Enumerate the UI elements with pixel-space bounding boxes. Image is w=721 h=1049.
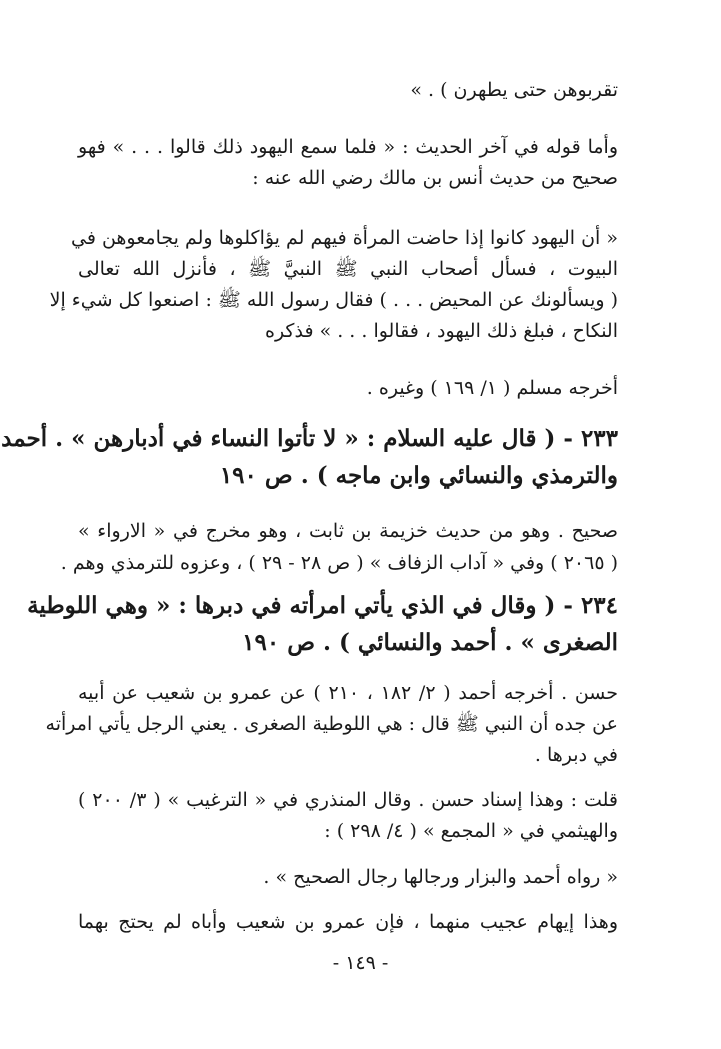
hadith-quote-line: البيوت ، فسأل أصحاب النبي ﷺ النبيَّ ﷺ ، فأنزل الله تعالى — [78, 258, 618, 280]
hadith-heading-233: والترمذي والنسائي وابن ماجه ) . ص ١٩٠ — [219, 462, 618, 489]
commentary-line: قلت : وهذا إسناد حسن . وقال المنذري في « الترغيب » ( ٣/ ٢٠٠ ) — [78, 789, 618, 811]
commentary-line: ( ٢٠٦٥ ) وفي « آداب الزفاف » ( ص ٢٨ - ٢٩ ) ، وعزوه للترمذي وهم . — [60, 552, 618, 574]
text-line: وأما قوله في آخر الحديث : « فلما سمع اليهود ذلك قالوا . . . » فهو — [78, 136, 618, 158]
commentary-line: وهذا إيهام عجيب منهما ، فإن عمرو بن شعيب وأباه لم يحتج بهما — [78, 911, 618, 933]
hadith-heading-233: ٢٣٣ - ( قال عليه السلام : « لا تأتوا النساء في أدبارهن » . أحمد — [1, 425, 618, 452]
text-line: تقربوهن حتى يطهرن ) . » — [410, 79, 618, 101]
commentary-line: صحيح . وهو من حديث خزيمة بن ثابت ، وهو مخرج في « الارواء » — [78, 520, 618, 542]
hadith-heading-234: ٢٣٤ - ( وقال في الذي يأتي امرأته في دبرها : « وهي اللوطية — [27, 592, 618, 619]
hadith-quote-line: ( ويسألونك عن المحيض . . . ) فقال رسول الله ﷺ : اصنعوا كل شيء إلا — [49, 289, 618, 311]
source-citation: أخرجه مسلم ( ١/ ١٦٩ ) وغيره . — [366, 377, 618, 399]
commentary-line: والهيثمي في « المجمع » ( ٤/ ٢٩٨ ) : — [324, 820, 618, 842]
hadith-quote-line: النكاح ، فبلغ ذلك اليهود ، فقالوا . . . » فذكره — [264, 320, 618, 342]
hadith-quote-line: « أن اليهود كانوا إذا حاضت المرأة فيهم لم يؤاكلوها ولم يجامعوهن في — [70, 227, 618, 249]
commentary-line: عن جده أن النبي ﷺ قال : هي اللوطية الصغرى . يعني الرجل يأتي امرأته — [45, 713, 618, 735]
page-number: - ١٤٩ - — [332, 952, 389, 974]
hadith-heading-234: الصغرى » . أحمد والنسائي ) . ص ١٩٠ — [242, 629, 618, 656]
quoted-remark: « رواه أحمد والبزار ورجالها رجال الصحيح » . — [263, 866, 618, 888]
commentary-line: في دبرها . — [534, 744, 618, 766]
text-line: صحيح من حديث أنس بن مالك رضي الله عنه : — [252, 167, 618, 189]
commentary-line: حسن . أخرجه أحمد ( ٢/ ١٨٢ ، ٢١٠ ) عن عمرو بن شعيب عن أبيه — [78, 682, 618, 704]
